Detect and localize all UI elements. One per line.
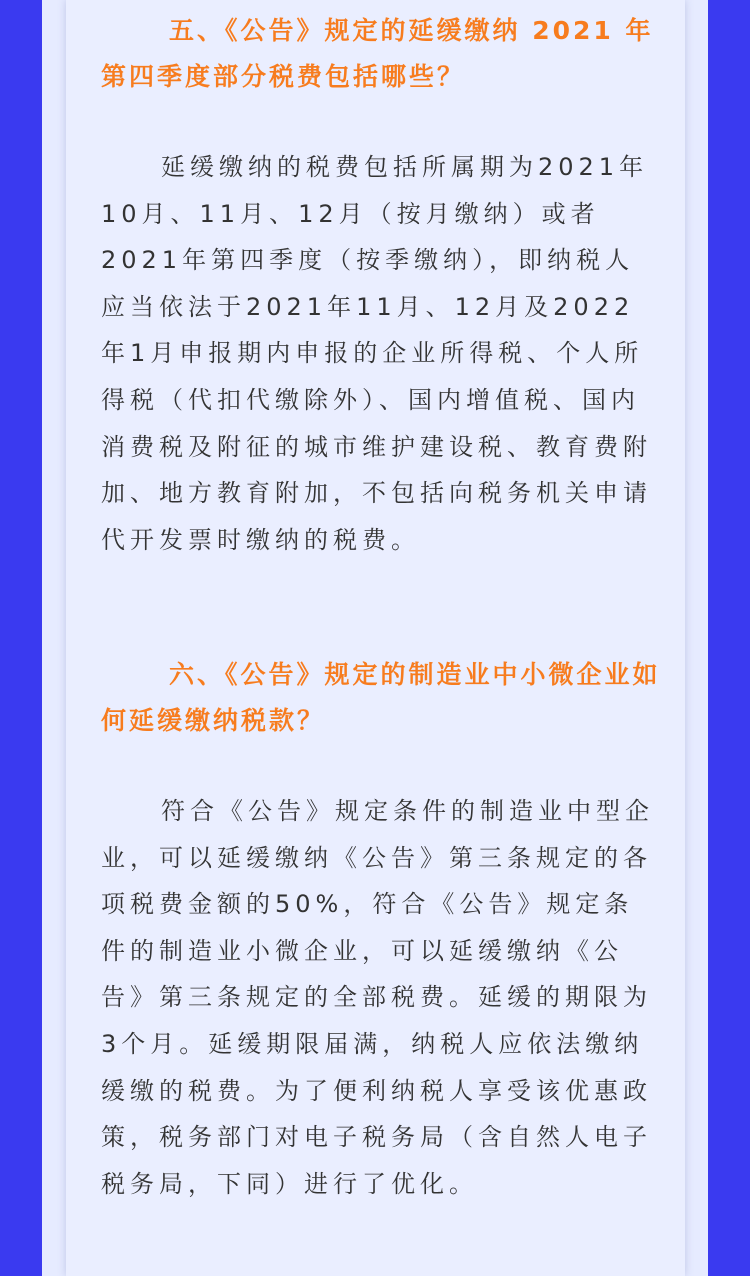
section-6-body: 符合《公告》规定条件的制造业中型企业，可以延缓缴纳《公告》第三条规定的各项税费金额的50%，符合《公告》规定条件的制造业小微企业，可以延缓缴纳《公告》第三条规定的全部税费。延缓的期限为3个月。延缓期限届满，纳税人应依法缴纳缓缴的税费。为了便利纳税人享受该优惠政策，税务部门对电子税务局（含自然人电子税务局，下同）进行了优化。 xyxy=(101,797,654,1198)
section-6-heading: 六、《公告》规定的制造业中小微企业如何延缓缴纳税款？ xyxy=(101,660,661,735)
section-5-body: 延缓缴纳的税费包括所属期为2021年10月、11月、12月（按月缴纳）或者2021年第四季度（按季缴纳），即纳税人应当依法于2021年11月、12月及2022年1月申报期内申报的企业所得税、个人所得税（代扣代缴除外）、国内增值税、国内消费税及附征的城市维护建设税、教育费附加、地方教育附加，不包括向税务机关申请代开发票时缴纳的税费。 xyxy=(101,153,652,554)
section-5-heading: 五、《公告》规定的延缓缴纳 2021 年第四季度部分税费包括哪些？ xyxy=(101,16,654,91)
